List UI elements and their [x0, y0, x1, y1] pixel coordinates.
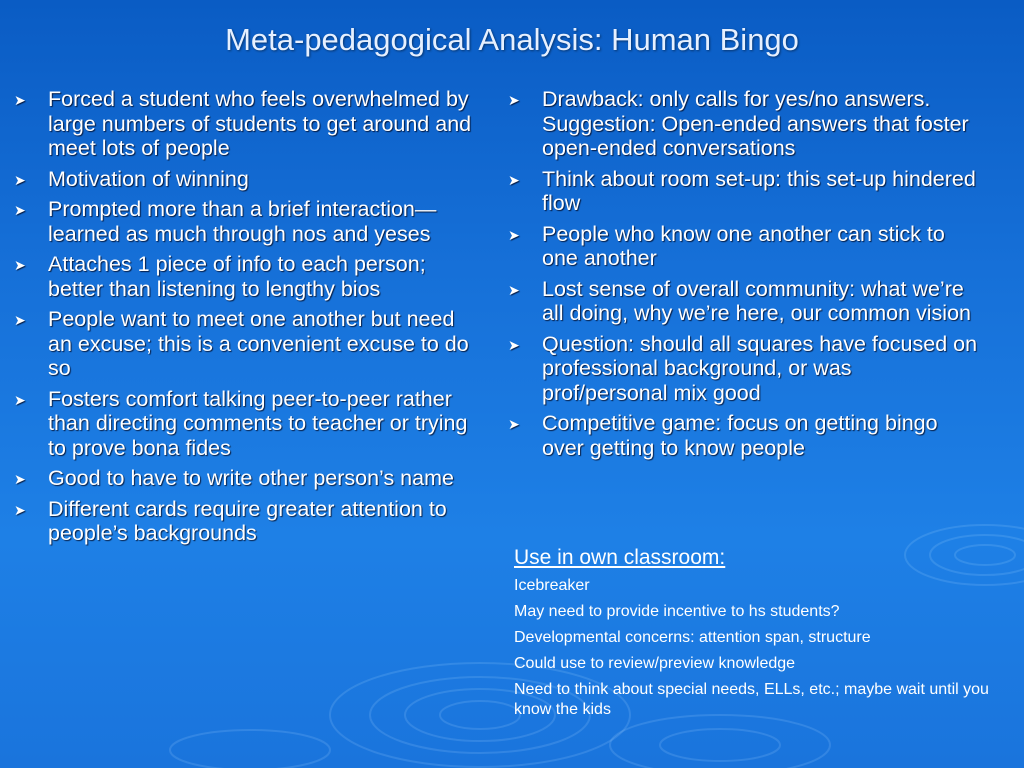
list-item	[14, 307, 474, 381]
list-item	[14, 197, 474, 246]
bullet-text: Question: should all squares have focused on professional background, or was prof/personal mix good	[542, 331, 978, 405]
list-item	[508, 167, 978, 216]
arrow-bullet-icon: ➤	[14, 312, 26, 328]
left-bullet-list	[14, 87, 474, 552]
list-item	[508, 332, 978, 406]
bullet-text: Prompted more than a brief interaction—learned as much through nos and yeses	[48, 197, 437, 246]
arrow-bullet-icon: ➤	[508, 281, 520, 298]
classroom-heading: Use in own classroom:	[514, 546, 726, 569]
bullet-text: Think about room set-up: this set-up hindered flow	[542, 166, 976, 215]
bullet-text: Competitive game: focus on getting bingo over getting to know people	[542, 411, 938, 460]
bullet-text: Motivation of winning	[48, 166, 249, 191]
bullet-text: People want to meet one another but need an excuse; this is a convenient excuse to do so	[48, 307, 469, 380]
bullet-text: People who know one another can stick to one another	[542, 221, 945, 270]
list-item	[14, 466, 474, 491]
list-item	[14, 387, 474, 461]
list-item	[14, 497, 474, 546]
classroom-item: May need to provide incentive to hs students?	[514, 603, 840, 620]
bullet-text: Good to have to write other person’s name	[48, 466, 454, 490]
bullet-text: Forced a student who feels overwhelmed by large numbers of students to get around and meet lots of people	[48, 87, 472, 160]
bullet-text: Drawback: only calls for yes/no answers. Suggestion: Open-ended answers that foster open-ended conversations	[542, 87, 969, 160]
arrow-bullet-icon: ➤	[14, 391, 26, 408]
bullet-text: Fosters comfort talking peer-to-peer rather than directing comments to teacher or trying to prove bona fides	[48, 386, 468, 460]
list-item	[508, 87, 978, 161]
list-item	[508, 411, 978, 460]
arrow-bullet-icon: ➤	[14, 471, 26, 487]
classroom-list	[514, 576, 1004, 720]
arrow-bullet-icon: ➤	[14, 171, 26, 188]
arrow-bullet-icon: ➤	[508, 226, 520, 243]
arrow-bullet-icon: ➤	[14, 257, 26, 273]
arrow-bullet-icon: ➤	[508, 171, 520, 188]
classroom-item: Icebreaker	[514, 577, 590, 594]
bullet-text: Attaches 1 piece of info to each person; better than listening to lengthy bios	[48, 252, 426, 301]
classroom-item: Developmental concerns: attention span, structure	[514, 629, 871, 646]
list-item	[508, 222, 978, 271]
right-bullet-list	[508, 87, 978, 466]
classroom-item: Need to think about special needs, ELLs, etc.; maybe wait until you know the kids	[514, 681, 989, 718]
classroom-use-section	[514, 546, 1004, 726]
list-item	[14, 87, 474, 161]
arrow-bullet-icon: ➤	[14, 92, 26, 108]
arrow-bullet-icon: ➤	[14, 202, 26, 218]
list-item	[14, 252, 474, 301]
list-item	[508, 277, 978, 326]
arrow-bullet-icon: ➤	[508, 416, 520, 432]
bullet-text: Lost sense of overall community: what we’re all doing, why we’re here, our common vision	[542, 276, 972, 325]
arrow-bullet-icon: ➤	[14, 501, 26, 518]
arrow-bullet-icon: ➤	[508, 92, 520, 108]
list-item	[14, 167, 474, 192]
slide-title: Meta-pedagogical Analysis: Human Bingo	[225, 22, 799, 57]
bullet-text: Different cards require greater attention to people’s backgrounds	[48, 496, 447, 545]
classroom-item: Could use to review/preview knowledge	[514, 655, 796, 672]
arrow-bullet-icon: ➤	[508, 336, 520, 353]
